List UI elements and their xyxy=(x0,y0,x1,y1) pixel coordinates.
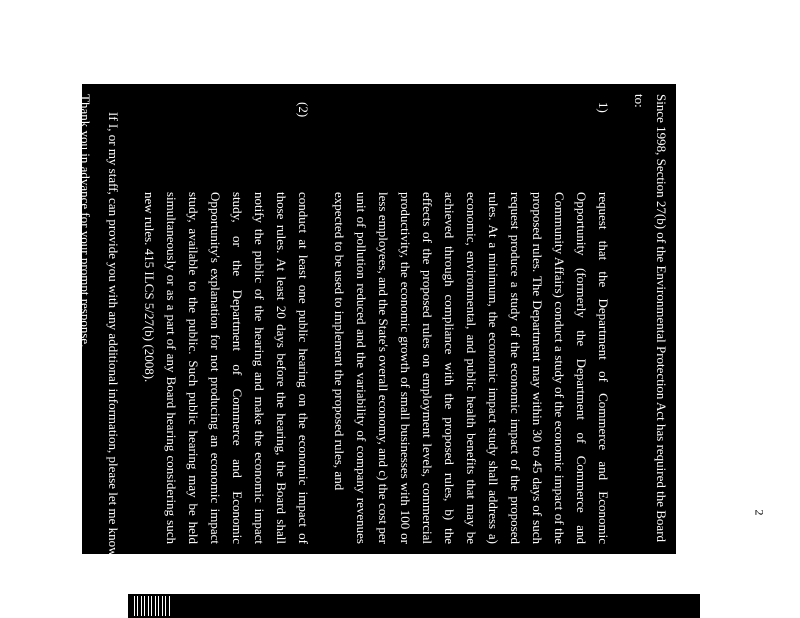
intro-line-to: to: xyxy=(632,94,647,108)
page-number: 2 xyxy=(752,509,767,516)
rotated-letter-body xyxy=(78,84,676,559)
list-item-number: (2) xyxy=(296,102,311,118)
list-item-text: conduct at least one public hearing on the economic impact of those rules. At least 20 days before the hearing, the Board shall notify the public of the hearing and make the economic impact study, or the Department of Commerce and Economic Opportunity's explanation for not producing an economic impact study, available to the public. Such public hearing may be held simultaneously or as a part of any Board hearing considering such new rules. 415 ILCS 5/27(b) (2008). xyxy=(142,192,311,544)
list-item-number: 1) xyxy=(596,102,611,113)
intro-line: Since 1998, Section 27(b) of the Environmental Protection Act has required the Board xyxy=(654,94,669,543)
scanned-letter-panel xyxy=(78,84,676,559)
list-item-text: request that the Department of Commerce and Economic Opportunity (formerly the Department of Commerce and Community Affairs) conduct a study of the economic impact of the proposed rules. The Department may within 30 to 45 days of such request produce a study of the economic impact of the proposed rules. At a minimum, the economic impact study shall address a) economic, environmental, and public health benefits that may be achieved through compliance with the proposed rules, b) the effects of the proposed rules on employment levels, commercial productivity, the economic growth of small businesses with 100 or less employees, and the State's overall economy, and c) the cost per unit of pollution reduced and the variability of company revenues expected to be used to implement the proposed rules, and xyxy=(332,192,611,544)
closing-thanks: Thank you in advance for your prompt response. xyxy=(78,94,93,348)
scan-footer-strip xyxy=(128,594,700,618)
barcode-icon xyxy=(134,596,170,616)
closing-line: If I, or my staff, can provide you with any additional information, please let me know. xyxy=(106,112,121,559)
list-item xyxy=(138,94,314,548)
list-item xyxy=(328,94,614,548)
